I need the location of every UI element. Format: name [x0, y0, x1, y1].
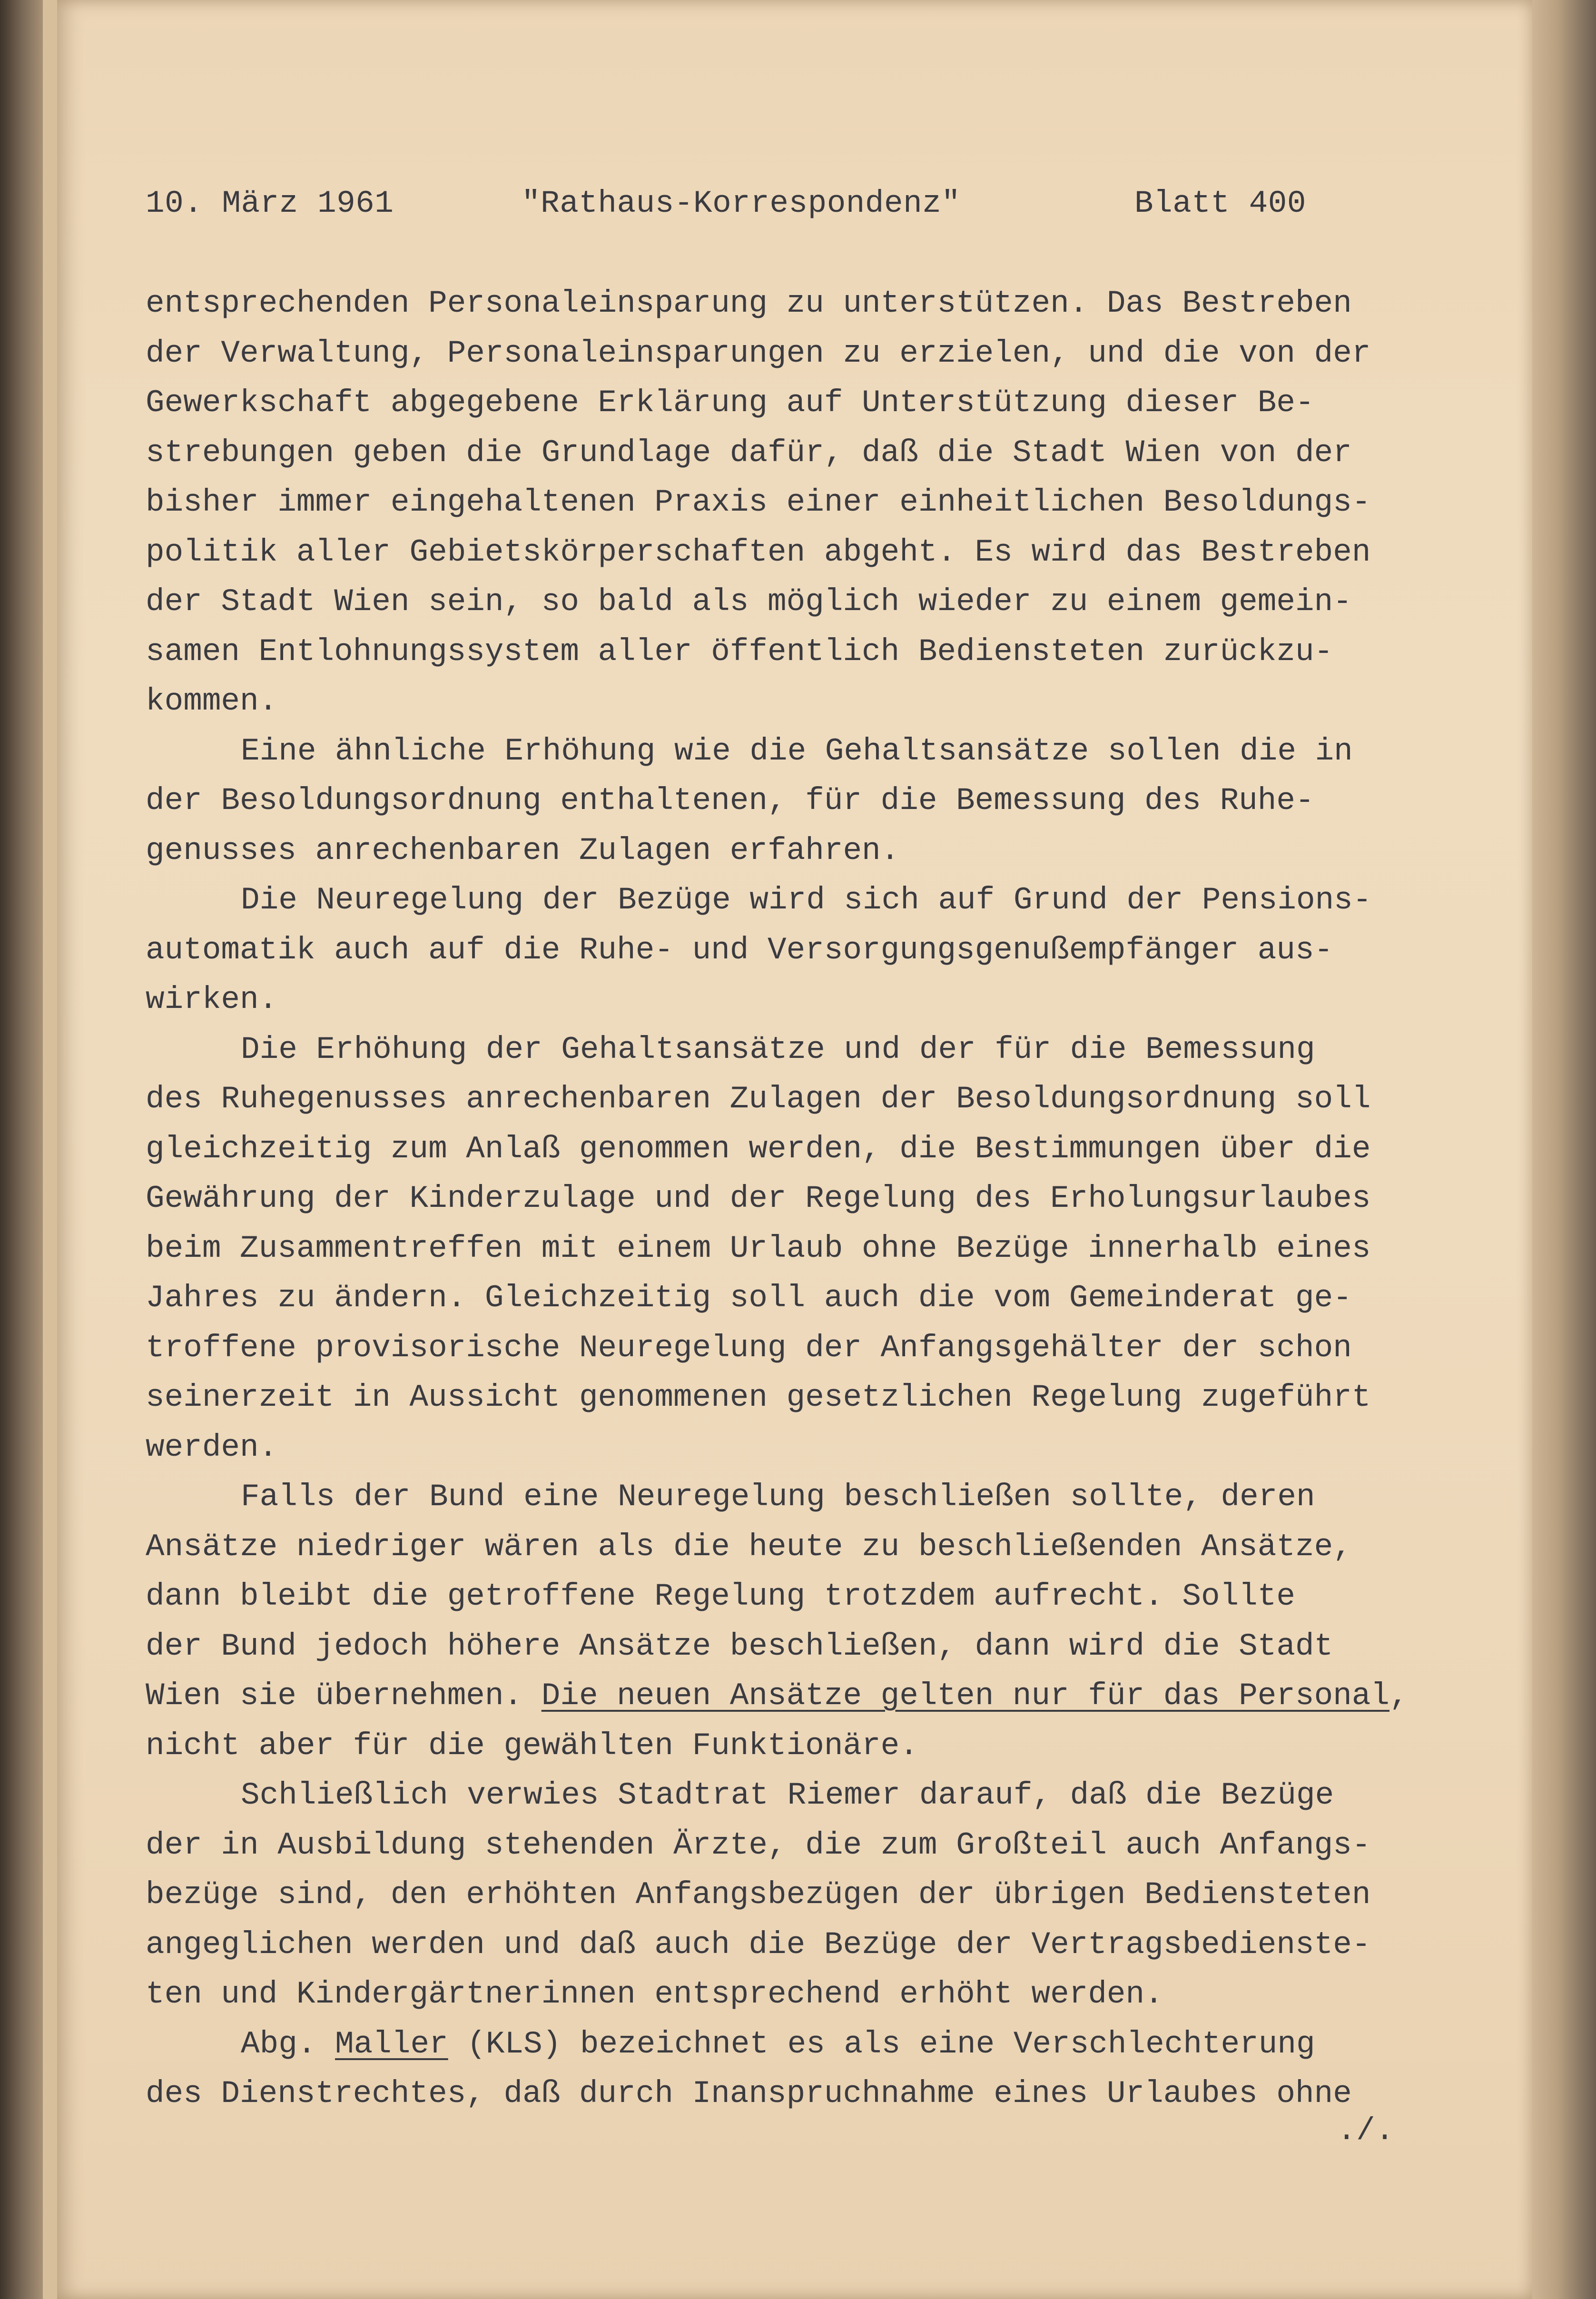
text-line	[146, 783, 1314, 826]
text-line	[146, 534, 1370, 577]
underlined-text: Die neuen Ansätze gelten nur für das Personal	[541, 1678, 1390, 1714]
text-line	[146, 1529, 1352, 1572]
continuation-mark: ./.	[1337, 2113, 1395, 2149]
line-text: gleichzeitig zum Anlaß genommen werden, die Bestimmungen über die	[146, 1131, 1371, 1167]
line-text: Gewährung der Kinderzulage und der Regelung des Erholungsurlaubes	[146, 1181, 1371, 1216]
text-line	[146, 1380, 1370, 1422]
line-text: Wien sie übernehmen.	[146, 1678, 542, 1714]
line-text: Gewerkschaft abgegebene Erklärung auf Unterstützung dieser Be-	[146, 385, 1314, 421]
line-text: Die Neuregelung der Bezüge wird sich auf Grund der Pensions-	[241, 882, 1372, 918]
header-source: "Rathaus-Korrespondenz"	[522, 186, 961, 221]
line-text: genusses anrechenbaren Zulagen erfahren.	[146, 832, 900, 868]
text-line	[146, 1976, 1163, 2019]
text-line	[241, 882, 1371, 925]
text-line	[146, 833, 899, 876]
line-text: dann bleibt die getroffene Regelung trotzdem aufrecht. Sollte	[146, 1579, 1295, 1614]
text-line	[146, 584, 1352, 627]
text-line	[146, 2076, 1352, 2119]
text-line	[146, 1728, 918, 1771]
line-text: Jahres zu ändern. Gleichzeitig soll auch die vom Gemeinderat ge-	[146, 1280, 1352, 1316]
line-text: des Dienstrechtes, daß durch Inanspruchnahme eines Urlaubes ohne	[146, 2076, 1352, 2112]
line-text: Ansätze niedriger wären als die heute zu beschließenden Ansätze,	[146, 1529, 1352, 1565]
text-line	[146, 435, 1352, 478]
underlined-text: Maller	[335, 2026, 448, 2062]
line-text: Schließlich verwies Stadtrat Riemer darauf, daß die Bezüge	[241, 1777, 1334, 1813]
text-line	[146, 1927, 1370, 1970]
text-line	[146, 683, 277, 726]
line-text: strebungen geben die Grundlage dafür, daß die Stadt Wien von der	[146, 434, 1352, 471]
text-line	[146, 1430, 277, 1472]
text-line	[146, 286, 1352, 328]
line-text: kommen.	[146, 683, 278, 719]
text-line	[146, 1579, 1295, 1621]
line-text: Falls der Bund eine Neuregelung beschließen sollte, deren	[241, 1479, 1315, 1515]
line-text: Eine ähnliche Erhöhung wie die Gehaltsansätze sollen die in	[241, 733, 1353, 769]
line-text: der Bund jedoch höhere Ansätze beschließen, dann wird die Stadt	[146, 1628, 1333, 1664]
line-text: der Besoldungsordnung enthaltenen, für die Bemessung des Ruhe-	[146, 783, 1314, 819]
text-line	[241, 2026, 1315, 2069]
line-text: politik aller Gebietskörperschaften abgeht. Es wird das Bestreben	[146, 534, 1371, 570]
header-sheet-number: Blatt 400	[1134, 186, 1306, 221]
line-text: automatik auch auf die Ruhe- und Versorgungsgenußempfänger aus-	[146, 932, 1333, 968]
line-text: des Ruhegenusses anrechenbaren Zulagen der Besoldungsordnung soll	[146, 1081, 1371, 1117]
text-line	[146, 1628, 1333, 1671]
text-line	[146, 1678, 1409, 1721]
line-text: wirken.	[146, 982, 278, 1017]
line-text: der Verwaltung, Personaleinsparungen zu erzielen, und die von der	[146, 335, 1371, 371]
line-text: troffene provisorische Neuregelung der Anfangsgehälter der schon	[146, 1330, 1352, 1366]
text-line	[146, 932, 1333, 975]
text-line	[146, 1877, 1370, 1920]
line-text: beim Zusammentreffen mit einem Urlaub ohne Bezüge innerhalb eines	[146, 1230, 1371, 1266]
text-line	[146, 1280, 1352, 1323]
line-text: ten und Kindergärtnerinnen entsprechend erhöht werden.	[146, 1976, 1163, 2012]
page-header	[146, 186, 1335, 228]
text-line	[146, 1081, 1370, 1124]
line-text: bezüge sind, den erhöhten Anfangsbezügen der übrigen Bediensteten	[146, 1877, 1371, 1913]
text-line	[241, 1032, 1315, 1075]
text-line	[241, 1777, 1334, 1820]
line-text: nicht aber für die gewählten Funktionäre.	[146, 1727, 918, 1764]
text-line	[146, 335, 1370, 378]
text-line	[146, 634, 1333, 677]
line-text-after: ,	[1389, 1678, 1409, 1714]
text-line	[146, 982, 277, 1025]
text-line	[146, 484, 1370, 527]
line-text: samen Entlohnungssystem aller öffentlich Bediensteten zurückzu-	[146, 633, 1333, 670]
page-right-edge	[1532, 0, 1596, 2299]
header-date: 10. März 1961	[146, 186, 394, 221]
text-line	[146, 1181, 1370, 1224]
text-line	[146, 1827, 1370, 1870]
line-text: der Stadt Wien sein, so bald als möglich wieder zu einem gemein-	[146, 584, 1352, 620]
line-text: Abg.	[241, 2026, 335, 2062]
line-text: seinerzeit in Aussicht genommenen gesetzlichen Regelung zugeführt	[146, 1380, 1371, 1415]
line-text: entsprechenden Personaleinsparung zu unterstützen. Das Bestreben	[146, 286, 1352, 321]
text-line	[146, 1231, 1370, 1273]
text-line	[146, 1330, 1352, 1373]
text-line	[241, 733, 1353, 776]
text-line	[146, 385, 1314, 428]
text-line	[146, 1131, 1370, 1174]
line-text: werden.	[146, 1429, 278, 1465]
line-text: der in Ausbildung stehenden Ärzte, die zum Großteil auch Anfangs-	[146, 1827, 1371, 1863]
line-text: bisher immer eingehaltenen Praxis einer einheitlichen Besoldungs-	[146, 484, 1371, 520]
line-text-after: (KLS) bezeichnet es als eine Verschlechterung	[448, 2026, 1315, 2062]
line-text: Die Erhöhung der Gehaltsansätze und der für die Bemessung	[241, 1031, 1315, 1067]
line-text: angeglichen werden und daß auch die Bezüge der Vertragsbedienste-	[146, 1926, 1371, 1963]
text-line	[241, 1479, 1315, 1522]
